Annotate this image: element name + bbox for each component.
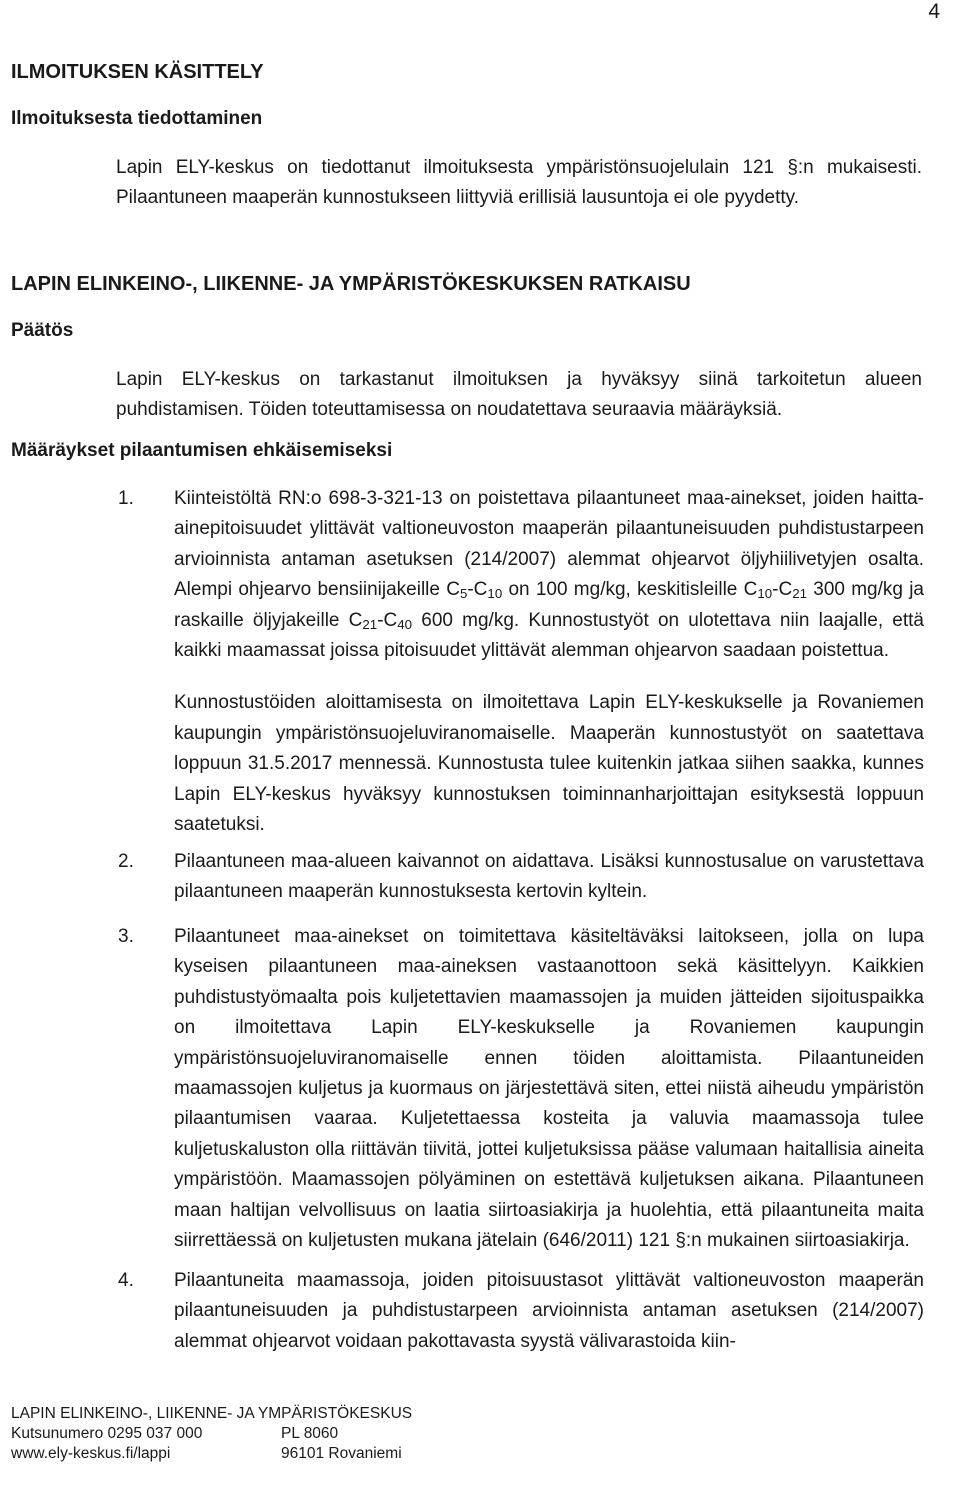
footer-website: www.ely-keskus.fi/lappi [11,1445,171,1462]
footer-org: LAPIN ELINKEINO-, LIIKENNE- JA YMPÄRISTÖKESKUS [11,1405,413,1422]
item-extra-paragraph: Kunnostustöiden aloittamisesta on ilmoitettava Lapin ELY-keskukselle ja Rovaniemen kaupungin ympäristönsuojeluviranomaiselle. Maaperän kunnostustyöt on saatettava loppuun 31.5.2017 mennessä. Kunnostusta tulee kuitenkin jatkaa siihen saakka, kunnes Lapin ELY-keskus hyväksyy kunnostuksen toiminnanharjoittajan esityksestä loppuun saatetuksi. [174,692,924,836]
subheading-paatos: Päätös [11,320,74,341]
footer-phone: Kutsunumero 0295 037 000 [11,1425,203,1442]
paragraph-tiedottaminen: Lapin ELY-keskus on tiedottanut ilmoituksesta ympäristönsuojelulain 121 §:n mukaisesti. Pilaantuneen maaperän kunnostukseen liittyviä erillisiä lausuntoja ei ole pyydetty. [116,157,922,208]
section-title-ilmoituksen-kasittely: ILMOITUKSEN KÄSITTELY [11,61,264,83]
section-title-ratkaisu: LAPIN ELINKEINO-, LIIKENNE- JA YMPÄRISTÖKESKUKSEN RATKAISU [11,273,691,295]
footer-postal: 96101 Rovaniemi [281,1445,402,1462]
paragraph-paatos: Lapin ELY-keskus on tarkastanut ilmoituksen ja hyväksyy siinä tarkoitetun alueen puhdistamisen. Töiden toteuttamisessa on noudatettava seuraavia määräyksiä. [116,369,922,420]
item-number: 4. [118,1270,134,1291]
item-number: 1. [118,488,134,509]
item-text: Kiinteistöltä RN:o 698-3-321-13 on poistettava pilaantuneet maa-ainekset, joiden haitta-ainepitoisuudet ylittävät valtioneuvoston maaperän pilaantuneisuuden puhdistustarpeen arvioinnista antaman asetuksen (214/2007) alemmat ohjearvot öljyhiilivetyjen osalta. Alempi ohjearvo bensiinijakeille $C_5-C_{10}$ on 100 mg/kg, keskitisleille $C_{10}-C_{21}$ 300 mg/kg ja raskaille öljyjakeille $C_{21}-C_{40}$ 600 mg/kg. Kunnostustyöt on ulotettava niin laajalle, että kaikki maamassat joissa pitoisuudet ylittävät alemman ohjearvon saadaan poistettua. [174,488,924,662]
item-number: 3. [118,926,134,947]
regulation-item-1 [118,484,924,840]
item-text: Pilaantuneen maa-alueen kaivannot on aidattava. Lisäksi kunnostusalue on varustettava pilaantuneen maaperän kunnostuksesta kertovin kyltein. [174,851,924,903]
page-number: 4 [928,0,940,23]
regulation-item-2 [118,847,924,908]
footer-po-box: PL 8060 [281,1425,339,1442]
subheading-tiedottaminen: Ilmoituksesta tiedottaminen [11,108,263,129]
subheading-maaraykset: Määräykset pilaantumisen ehkäisemiseksi [11,440,393,461]
regulation-item-4 [118,1266,924,1357]
item-number: 2. [118,851,134,872]
item-text: Pilaantuneet maa-ainekset on toimitettava käsiteltäväksi laitokseen, jolla on lupa kyseisen pilaantuneen maa-aineksen vastaanottoon sekä käsittelyyn. Kaikkien puhdistustyömaalta pois kuljetettavien maamassojen ja muiden jätteiden sijoituspaikka on ilmoitettava Lapin ELY-keskukselle ja Rovaniemen kaupungin ympäristönsuojeluviranomaiselle ennen töiden aloittamista. Pilaantuneiden maamassojen kuljetus ja kuormaus on järjestettävä siten, ettei niistä aiheudu ympäristön pilaantumisen vaaraa. Kuljetettaessa kosteita ja valuvia maamassoja tulee kuljetuskaluston olla riittävän tiivitä, jottei kuljetuksissa pääse valumaan haitallisia aineita ympäristöön. Maamassojen pölyäminen on estettävä kuljetuksen aikana. Pilaantuneen maan haltijan velvollisuus on laatia siirtoasiakirja ja huolehtia, että pilaantuneita maita siirrettäessä on kuljetusten mukana jätelain (646/2011) 121 §:n mukainen siirtoasiakirja. [174,926,924,1252]
item-text: Pilaantuneita maamassoja, joiden pitoisuustasot ylittävät valtioneuvoston maaperän pilaantuneisuuden ja puhdistustarpeen arvioinnista antaman asetuksen (214/2007) alemmat ohjearvot voidaan pakottavasta syystä välivarastoida kiin- [174,1270,924,1352]
page-footer [11,1404,412,1464]
regulation-item-3 [118,922,924,1256]
